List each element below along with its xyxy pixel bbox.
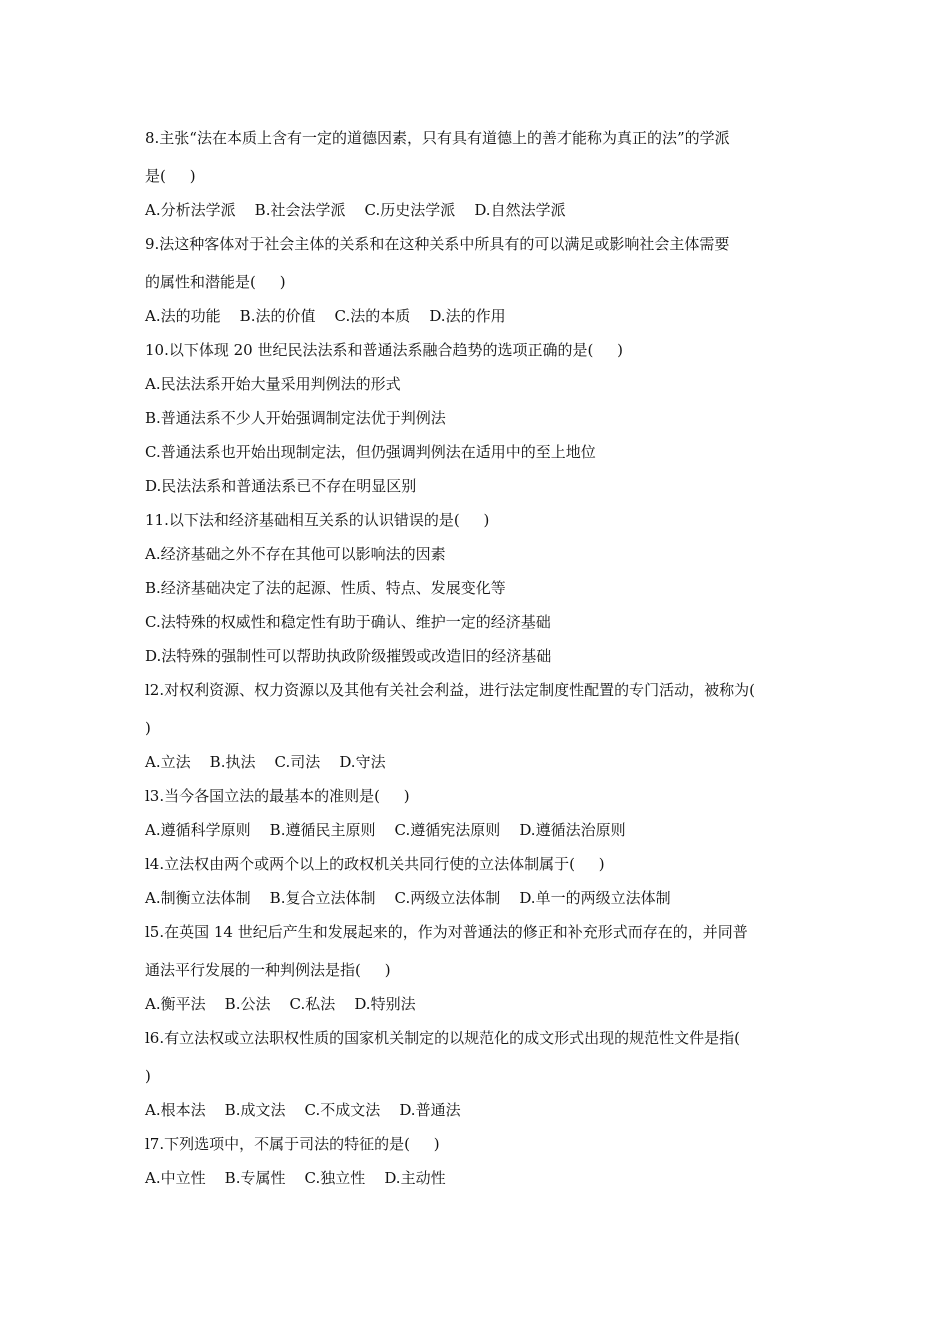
question-15-options: A.衡平法 B.公法 C.私法 D.特别法	[145, 995, 416, 1013]
question-16-options: A.根本法 B.成文法 C.不成文法 D.普通法	[145, 1101, 461, 1119]
question-11-option-d: D.法特殊的强制性可以帮助执政阶级摧毁或改造旧的经济基础	[145, 647, 552, 665]
question-9-line-1: 9.法这种客体对于社会主体的关系和在这种关系中所具有的可以满足或影响社会主体需要	[145, 235, 730, 253]
question-17-options: A.中立性 B.专属性 C.独立性 D.主动性	[145, 1169, 446, 1187]
question-9-options: A.法的功能 B.法的价值 C.法的本质 D.法的作用	[145, 307, 506, 325]
question-16-line-1: l6.有立法权或立法职权性质的国家机关制定的以规范化的成文形式出现的规范性文件是指(	[145, 1029, 740, 1047]
question-14-stem: l4.立法权由两个或两个以上的政权机关共同行使的立法体制属于( )	[145, 855, 605, 873]
question-11-option-c: C.法特殊的权威性和稳定性有助于确认、维护一定的经济基础	[145, 613, 551, 631]
document-page	[145, 121, 815, 1195]
question-11-stem: 11.以下法和经济基础相互关系的认识错误的是( )	[145, 511, 490, 529]
question-10-option-d: D.民法法系和普通法系已不存在明显区别	[145, 477, 417, 495]
question-12-line-2: )	[145, 719, 151, 737]
question-9-line-2: 的属性和潜能是( )	[145, 273, 286, 291]
question-8-line-1: 8.主张“法在本质上含有一定的道德因素，只有具有道德上的善才能称为真正的法”的学派	[145, 129, 730, 147]
question-10-stem: 10.以下体现 20 世纪民法法系和普通法系融合趋势的选项正确的是( )	[145, 341, 624, 359]
question-15-line-1: l5.在英国 14 世纪后产生和发展起来的，作为对普通法的修正和补充形式而存在的，并同普	[145, 923, 748, 941]
question-10-option-c: C.普通法系也开始出现制定法，但仍强调判例法在适用中的至上地位	[145, 443, 596, 461]
question-15-line-2: 通法平行发展的一种判例法是指( )	[145, 961, 391, 979]
question-12-options: A.立法 B.执法 C.司法 D.守法	[145, 753, 386, 771]
question-8-line-2: 是( )	[145, 167, 196, 185]
question-10-option-a: A.民法法系开始大量采用判例法的形式	[145, 375, 401, 393]
question-13-stem: l3.当今各国立法的最基本的准则是( )	[145, 787, 410, 805]
question-11-option-b: B.经济基础决定了法的起源、性质、特点、发展变化等	[145, 579, 506, 597]
question-17-stem: l7.下列选项中，不属于司法的特征的是( )	[145, 1135, 440, 1153]
question-11-option-a: A.经济基础之外不存在其他可以影响法的因素	[145, 545, 446, 563]
question-14-options: A.制衡立法体制 B.复合立法体制 C.两级立法体制 D.单一的两级立法体制	[145, 889, 671, 907]
question-10-option-b: B.普通法系不少人开始强调制定法优于判例法	[145, 409, 446, 427]
question-13-options: A.遵循科学原则 B.遵循民主原则 C.遵循宪法原则 D.遵循法治原则	[145, 821, 626, 839]
question-8-options: A.分析法学派 B.社会法学派 C.历史法学派 D.自然法学派	[145, 201, 566, 219]
question-12-line-1: l2.对权利资源、权力资源以及其他有关社会利益，进行法定制度性配置的专门活动，被称为(	[145, 681, 755, 699]
question-16-line-2: )	[145, 1067, 151, 1085]
